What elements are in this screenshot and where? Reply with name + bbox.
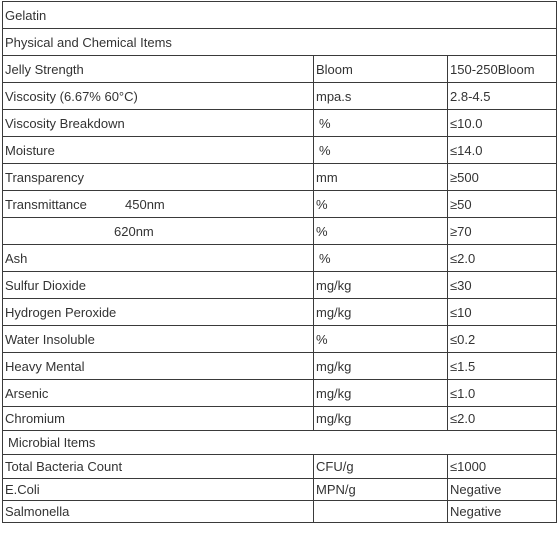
table-row (3, 245, 557, 272)
section-header-microbial: Microbial Items (3, 431, 557, 455)
item-unit: mm (314, 164, 448, 191)
table-row (3, 110, 557, 137)
table-row (3, 455, 557, 479)
item-name: Heavy Mental (3, 353, 314, 380)
gelatin-spec-table (2, 1, 557, 523)
item-unit: % (314, 110, 448, 137)
item-name: Hydrogen Peroxide (3, 299, 314, 326)
item-unit: Bloom (314, 56, 448, 83)
section-header-physical-chemical: Physical and Chemical Items (3, 29, 557, 56)
item-unit: % (314, 218, 448, 245)
item-name: Chromium (3, 407, 314, 431)
item-spec: ≤10 (448, 299, 557, 326)
item-unit: CFU/g (314, 455, 448, 479)
table-row (3, 218, 557, 245)
item-unit: mg/kg (314, 407, 448, 431)
item-spec: ≤1000 (448, 455, 557, 479)
item-unit: mg/kg (314, 380, 448, 407)
product-title: Gelatin (3, 2, 557, 29)
item-name: Sulfur Dioxide (3, 272, 314, 299)
item-name: Viscosity Breakdown (3, 110, 314, 137)
table-row (3, 479, 557, 501)
item-name: Jelly Strength (3, 56, 314, 83)
item-spec: ≥50 (448, 191, 557, 218)
item-name: Salmonella (3, 501, 314, 523)
item-unit: mpa.s (314, 83, 448, 110)
table-row (3, 272, 557, 299)
section-row (3, 29, 557, 56)
table-row (3, 501, 557, 523)
item-spec: Negative (448, 479, 557, 501)
item-spec: ≥500 (448, 164, 557, 191)
table-row (3, 299, 557, 326)
item-name: Transparency (3, 164, 314, 191)
table-row (3, 353, 557, 380)
item-unit: % (314, 326, 448, 353)
title-row (3, 2, 557, 29)
item-spec: ≤1.0 (448, 380, 557, 407)
table-row (3, 191, 557, 218)
section-row (3, 431, 557, 455)
item-unit: mg/kg (314, 272, 448, 299)
table-row (3, 164, 557, 191)
item-spec: 150-250Bloom (448, 56, 557, 83)
table-row (3, 56, 557, 83)
item-spec: Negative (448, 501, 557, 523)
item-name: Transmittance (5, 196, 87, 212)
item-spec: ≤0.2 (448, 326, 557, 353)
item-unit: % (314, 137, 448, 164)
item-unit: MPN/g (314, 479, 448, 501)
item-spec: ≤30 (448, 272, 557, 299)
item-wavelength: 620nm (3, 218, 314, 245)
item-unit: % (314, 245, 448, 272)
item-name: Moisture (3, 137, 314, 164)
item-unit: % (314, 191, 448, 218)
item-name: Total Bacteria Count (3, 455, 314, 479)
table-row (3, 380, 557, 407)
table-row (3, 407, 557, 431)
item-spec: ≤14.0 (448, 137, 557, 164)
item-name-transmittance (3, 191, 314, 218)
table-row (3, 83, 557, 110)
item-name: Arsenic (3, 380, 314, 407)
item-spec: 2.8-4.5 (448, 83, 557, 110)
item-name: Viscosity (6.67% 60°C) (3, 83, 314, 110)
item-unit (314, 501, 448, 523)
item-spec: ≤10.0 (448, 110, 557, 137)
table-row (3, 137, 557, 164)
item-spec: ≤1.5 (448, 353, 557, 380)
item-name: Water Insoluble (3, 326, 314, 353)
item-spec: ≤2.0 (448, 245, 557, 272)
table-row (3, 326, 557, 353)
item-name: E.Coli (3, 479, 314, 501)
item-spec: ≤2.0 (448, 407, 557, 431)
item-wavelength: 450nm (125, 196, 165, 212)
item-unit: mg/kg (314, 353, 448, 380)
item-name: Ash (3, 245, 314, 272)
item-unit: mg/kg (314, 299, 448, 326)
item-spec: ≥70 (448, 218, 557, 245)
